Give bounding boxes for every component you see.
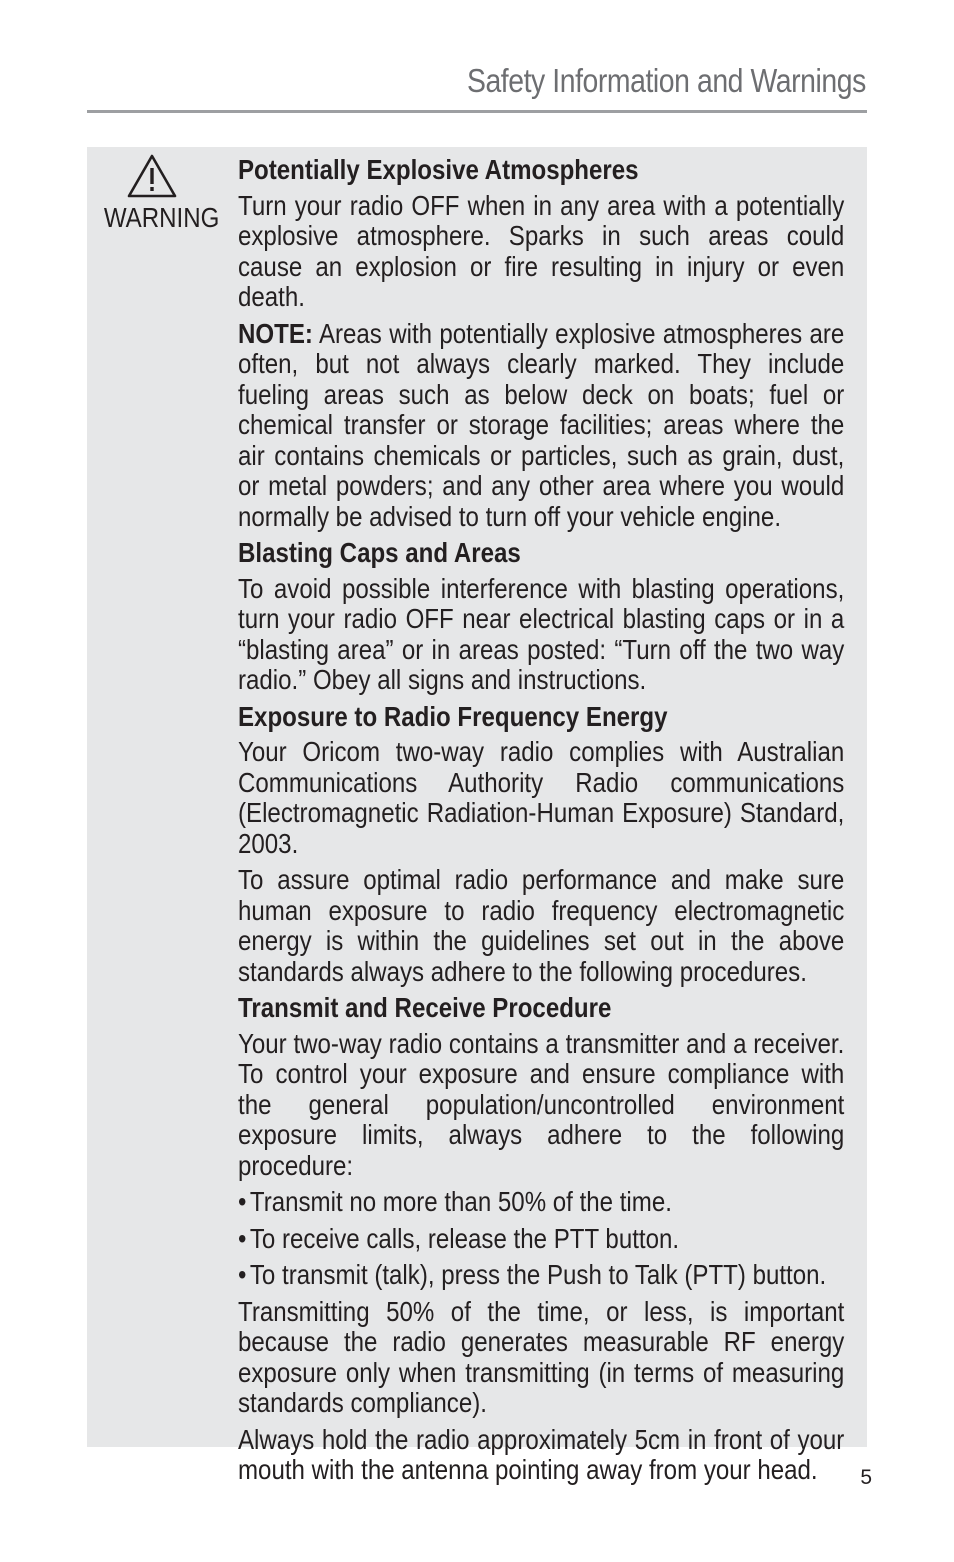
list-item xyxy=(238,1260,844,1291)
section-heading-blasting: Blasting Caps and Areas xyxy=(238,537,521,568)
content-column xyxy=(238,155,844,1492)
transmit-paragraph-3: Always hold the radio approximately 5cm in front of your mouth with the antenna pointing away from your head. xyxy=(238,1423,845,1485)
transmit-paragraph-1: Your two-way radio contains a transmitter and a receiver. To control your exposure and ensure compliance with the general population/uncontrolled environment exposure limits, always adhere to the following procedure: xyxy=(238,1027,845,1181)
header-divider xyxy=(87,110,867,113)
explosive-note xyxy=(238,319,844,533)
section-heading-explosive: Potentially Explosive Atmospheres xyxy=(238,154,639,185)
bullet-symbol: • xyxy=(238,1186,247,1217)
exposure-paragraph-1: Your Oricom two-way radio complies with Australian Communications Authority Radio communications (Electromagnetic Radiation-Human Exposure) Standard, 2003. xyxy=(238,736,845,859)
note-label: NOTE: xyxy=(238,317,313,349)
bullet-symbol: • xyxy=(238,1259,247,1290)
list-item xyxy=(238,1187,844,1218)
page-number: 5 xyxy=(860,1466,872,1489)
section-heading-exposure: Exposure to Radio Frequency Energy xyxy=(238,700,668,732)
explosive-paragraph: Turn your radio OFF when in any area with a potentially explosive atmosphere. Sparks in such areas could cause an explosion or fire resulting in injury or even death. xyxy=(238,189,845,312)
warning-label: WARNING xyxy=(103,202,220,233)
warning-block xyxy=(96,152,220,234)
bullet-text: Transmit no more than 50% of the time. xyxy=(249,1186,672,1217)
bullet-symbol: • xyxy=(238,1222,247,1254)
list-item xyxy=(238,1224,844,1255)
note-text: Areas with potentially explosive atmospheres are often, but not always clearly marked. They include fueling areas such as below deck on boats; fuel or chemical transfer or storage facilities; areas where the air contains chemicals or particles, such as grain, dust, or metal powders; and any other area where you would normally be advised to turn off your vehicle engine. xyxy=(238,317,845,532)
bullet-text: To transmit (talk), press the Push to Talk (PTT) button. xyxy=(249,1259,827,1290)
transmit-paragraph-2: Transmitting 50% of the time, or less, is important because the radio generates measurable RF energy exposure only when transmitting (in terms of measuring standards compliance). xyxy=(238,1295,845,1418)
exposure-paragraph-2: To assure optimal radio performance and make sure human exposure to radio frequency electromagnetic energy is within the guidelines set out in the above standards always adhere to the following procedures. xyxy=(238,864,845,987)
page-title: Safety Information and Warnings xyxy=(467,62,866,99)
section-heading-transmit: Transmit and Receive Procedure xyxy=(238,992,612,1023)
bullet-text: To receive calls, release the PTT button. xyxy=(249,1222,680,1254)
warning-triangle-icon xyxy=(126,152,178,200)
blasting-paragraph: To avoid possible interference with blasting operations, turn your radio OFF near electrical blasting caps or in a “blasting area” or in areas posted: “Turn off the two way radio.” Obey all signs and instructions. xyxy=(238,572,845,695)
